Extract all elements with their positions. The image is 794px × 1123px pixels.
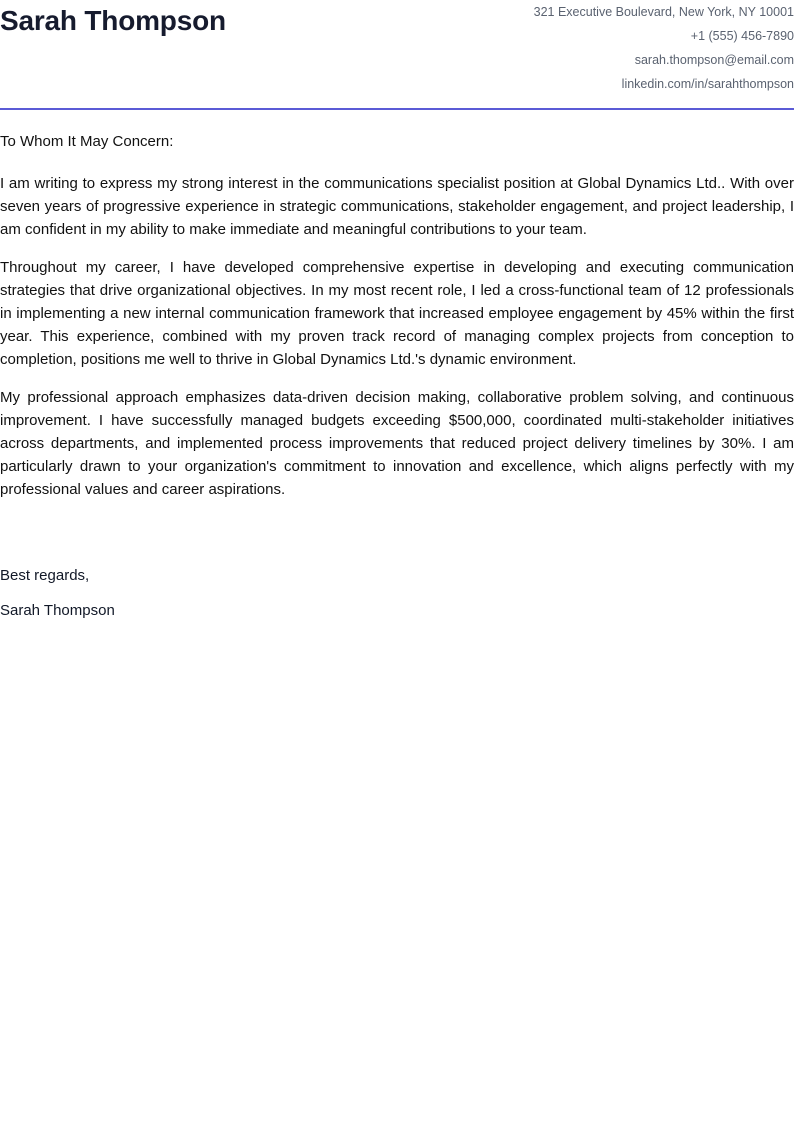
contact-linkedin: linkedin.com/in/sarahthompson [621, 77, 794, 91]
paragraph-experience: Throughout my career, I have developed comprehensive expertise in developing and executing communication strategies that drive organizational objectives. In my most recent role, I led a cross-functional team of 12 professionals in implementing a new internal communication framework that increased employee engagement by 45% within the first year. This experience, combined with my proven track record of managing complex projects from conception to completion, positions me well to thrive in Global Dynamics Ltd.'s dynamic environment. [0, 259, 794, 368]
salutation: To Whom It May Concern: [0, 133, 174, 150]
contact-block [534, 0, 794, 96]
signature: Sarah Thompson [0, 602, 115, 619]
sender-name: Sarah Thompson [0, 5, 226, 36]
letter-header [0, 0, 794, 110]
contact-address: 321 Executive Boulevard, New York, NY 10001 [533, 5, 794, 19]
closing: Best regards, [0, 567, 90, 584]
contact-email: sarah.thompson@email.com [634, 53, 794, 67]
paragraph-intro: I am writing to express my strong interest in the communications specialist position at Global Dynamics Ltd.. With over seven years of progressive experience in strategic communications, stakeholder engagement, and project leadership, I am confident in my ability to make immediate and meaningful contributions to your team. [0, 175, 794, 238]
paragraph-approach: My professional approach emphasizes data-driven decision making, collaborative problem solving, and continuous improvement. I have successfully managed budgets exceeding $500,000, coordinated multi-stakeholder initiatives across departments, and implemented process improvements that reduced project delivery timelines by 30%. I am particularly drawn to your organization's commitment to innovation and excellence, which aligns perfectly with my professional values and career aspirations. [0, 389, 794, 498]
contact-phone: +1 (555) 456-7890 [690, 29, 794, 43]
letter-body [0, 130, 794, 516]
